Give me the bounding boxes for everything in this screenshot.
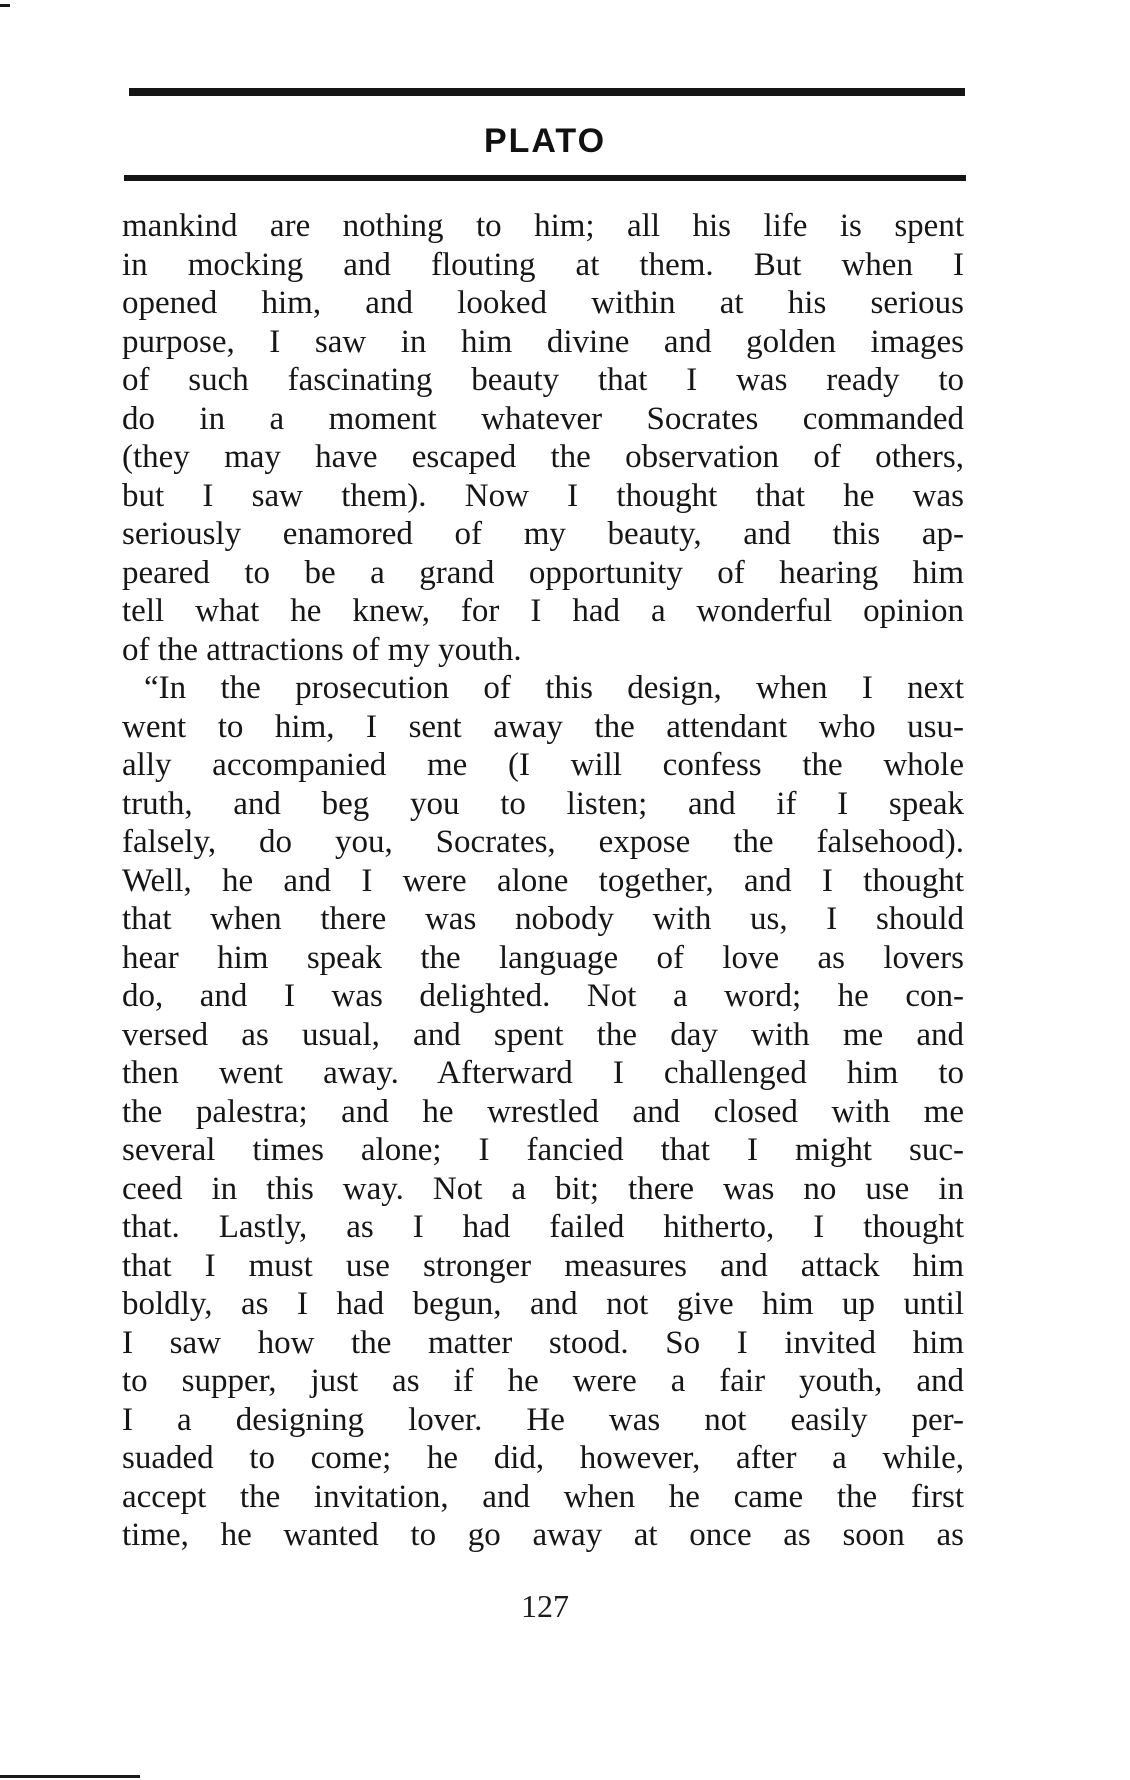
header-rule-top — [129, 88, 965, 96]
text-line: hear him speak the language of love as lovers — [122, 939, 964, 976]
text-line: ceed in this way. Not a bit; there was no use in — [122, 1170, 964, 1207]
text-line: that I must use stronger measures and attack him — [122, 1247, 964, 1284]
text-line: peared to be a grand opportunity of hearing him — [122, 554, 964, 591]
scan-edge-mark — [0, 1775, 140, 1778]
text-line: in mocking and flouting at them. But when I — [122, 246, 964, 283]
text-line: I a designing lover. He was not easily per- — [122, 1401, 964, 1438]
text-line: of such fascinating beauty that I was ready to — [122, 362, 964, 398]
text-line: do, and I was delighted. Not a word; he con- — [122, 978, 964, 1014]
text-line: time, he wanted to go away at once as soon as — [122, 1517, 964, 1553]
page-number: 127 — [521, 1588, 569, 1624]
text-line: seriously enamored of my beauty, and this ap- — [122, 516, 964, 552]
text-line: the palestra; and he wrestled and closed with me — [122, 1093, 964, 1130]
text-line: (they may have escaped the observation of others, — [122, 439, 964, 475]
text-line: several times alone; I fancied that I might suc- — [122, 1132, 964, 1168]
text-line: I saw how the matter stood. So I invited him — [122, 1324, 964, 1361]
text-line: suaded to come; he did, however, after a while, — [122, 1440, 964, 1476]
text-line: went to him, I sent away the attendant who usu- — [122, 708, 964, 745]
text-line: mankind are nothing to him; all his life is spent — [122, 208, 964, 244]
text-line: tell what he knew, for I had a wonderful opinion — [122, 593, 964, 629]
text-line: Well, he and I were alone together, and I thought — [122, 862, 964, 899]
text-line: boldly, as I had begun, and not give him up until — [122, 1286, 964, 1322]
text-line: falsely, do you, Socrates, expose the falsehood). — [122, 824, 964, 860]
scan-corner-mark — [0, 4, 10, 7]
running-title: PLATO — [483, 122, 607, 160]
text-line: opened him, and looked within at his serious — [122, 285, 964, 321]
text-line: versed as usual, and spent the day with me and — [122, 1016, 964, 1053]
header-rule-bottom — [124, 175, 966, 181]
text-line: truth, and beg you to listen; and if I speak — [122, 785, 964, 822]
paragraph-start-line: “In the prosecution of this design, when I next — [144, 670, 964, 706]
paragraph-end-line: of the attractions of my youth. — [122, 631, 522, 668]
text-line: but I saw them). Now I thought that he was — [122, 477, 964, 514]
text-line: that. Lastly, as I had failed hitherto, I thought — [122, 1209, 964, 1245]
text-line: then went away. Afterward I challenged him to — [122, 1055, 964, 1091]
text-line: accept the invitation, and when he came the first — [122, 1478, 964, 1515]
body-text — [122, 207, 964, 1555]
text-line: purpose, I saw in him divine and golden images — [122, 323, 964, 360]
text-line: that when there was nobody with us, I should — [122, 901, 964, 937]
text-line: to supper, just as if he were a fair youth, and — [122, 1363, 964, 1399]
text-line: do in a moment whatever Socrates commanded — [122, 400, 964, 437]
text-line: ally accompanied me (I will confess the whole — [122, 747, 964, 783]
